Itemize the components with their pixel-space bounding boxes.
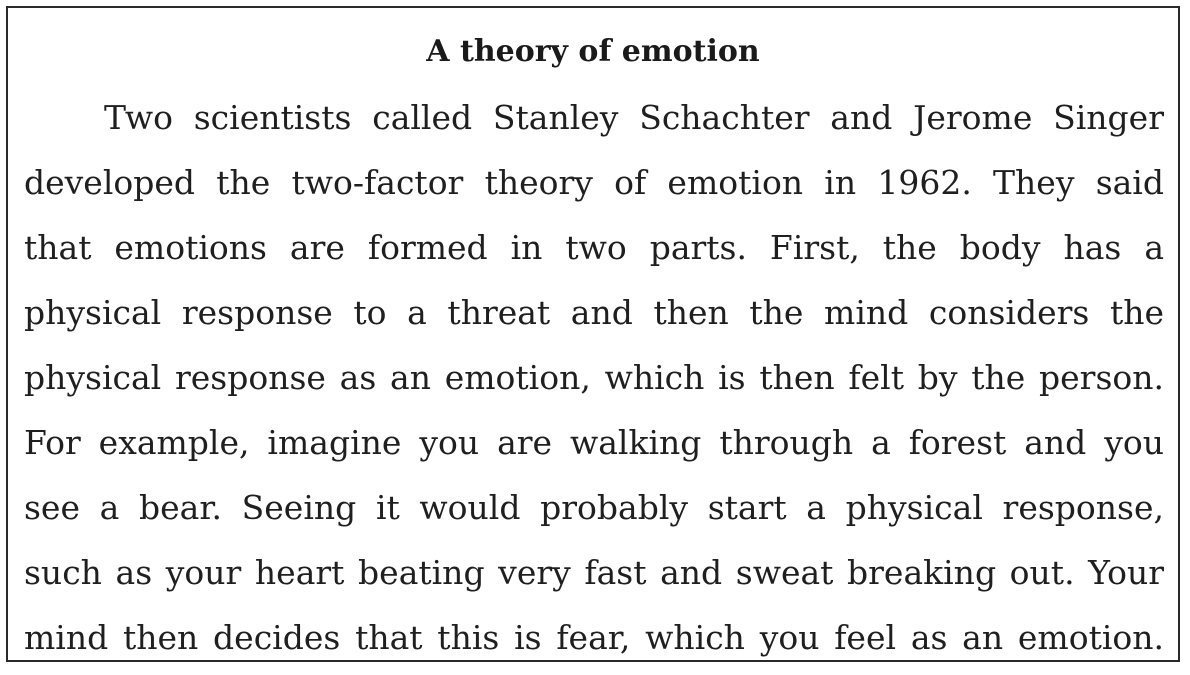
passage-line: developed the two-factor theory of emotion in 1962. They said (24, 163, 1164, 202)
passage-line: physical response as an emotion, which is then felt by the person. (24, 358, 1164, 397)
passage-title: A theory of emotion (426, 34, 760, 69)
passage-line: such as your heart beating very fast and sweat breaking out. Your (24, 553, 1164, 592)
passage-line: mind then decides that this is fear, which you feel as an emotion. (24, 618, 1164, 657)
passage-line: For example, imagine you are walking through a forest and you (24, 423, 1164, 462)
passage-body (24, 90, 1164, 675)
passage-line: see a bear. Seeing it would probably start a physical response, (24, 488, 1164, 527)
passage-line: Two scientists called Stanley Schachter and Jerome Singer (104, 98, 1164, 137)
passage-line: that emotions are formed in two parts. First, the body has a (24, 228, 1164, 267)
passage-box (6, 6, 1180, 662)
passage-line: physical response to a threat and then the mind considers the (24, 293, 1164, 332)
